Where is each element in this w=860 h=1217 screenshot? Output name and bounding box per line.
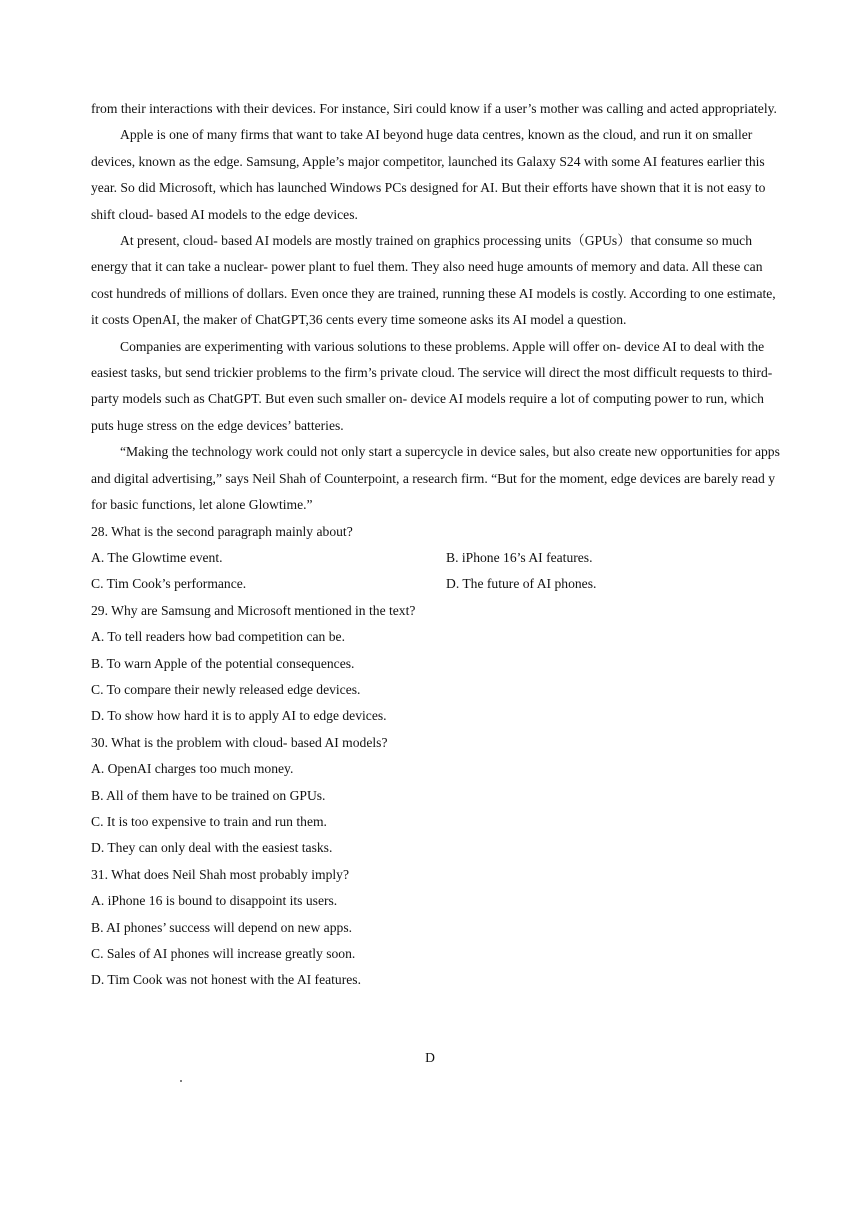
question-28 (91, 519, 785, 598)
option-c: C. It is too expensive to train and run them. (91, 813, 327, 829)
option-c: C. To compare their newly released edge devices. (91, 681, 361, 697)
option-b: B. To warn Apple of the potential consequences. (91, 655, 355, 671)
passage-paragraph: Companies are experimenting with various solutions to these problems. Apple will offer on- device AI to deal with the easiest tasks, but send trickier problems to the firm’s private cloud. The service will direct the most difficult requests to third- party models such as ChatGPT. But even such smaller on- device AI models require a lot of computing power to run, which puts huge stress on the edge devices’ batteries. (91, 338, 773, 433)
option-c: C. Tim Cook’s performance. (91, 576, 247, 592)
reading-passage (91, 96, 785, 994)
option-d: D. Tim Cook was not honest with the AI features. (91, 972, 361, 988)
passage-paragraph: Apple is one of many firms that want to take AI beyond huge data centres, known as the cloud, and run it on smaller devices, known as the edge. Samsung, Apple’s major competitor, launched its Galaxy S24 with some AI features earlier this year. So did Microsoft, which has launched Windows PCs designed for AI. But their efforts have shown that it is not easy to shift cloud- based AI models to the edge devices. (91, 127, 766, 222)
option-a: A. iPhone 16 is bound to disappoint its users. (91, 893, 338, 909)
question-29 (91, 598, 785, 730)
passage-paragraph: At present, cloud- based AI models are mostly trained on graphics processing units（GPUs）that consume so much energy that it can take a nuclear- power plant to fuel them. They also need huge amounts of memory and data. All these can cost hundreds of millions of dollars. Even once they are trained, running these AI models is costly. According to one estimate, it costs OpenAI, the maker of ChatGPT,36 cents every time someone asks its AI model a question. (91, 233, 776, 328)
question-stem: 28. What is the second paragraph mainly about? (91, 523, 353, 539)
option-a: A. The Glowtime event. (91, 549, 223, 565)
question-31 (91, 862, 785, 994)
option-b: B. AI phones’ success will depend on new apps. (91, 919, 353, 935)
question-stem: 29. Why are Samsung and Microsoft mentioned in the text? (91, 602, 416, 618)
option-a: A. OpenAI charges too much money. (91, 761, 294, 777)
option-b: B. iPhone 16’s AI features. (446, 549, 593, 565)
question-30 (91, 730, 785, 862)
question-stem: 31. What does Neil Shah most probably imply? (91, 866, 349, 882)
option-a: A. To tell readers how bad competition can be. (91, 629, 345, 645)
option-d: D. The future of AI phones. (446, 576, 597, 592)
passage-paragraph: “Making the technology work could not only start a supercycle in device sales, but also create new opportunities for apps and digital advertising,” says Neil Shah of Counterpoint, a research firm. “But for the moment, edge devices are barely read y for basic functions, let alone Glowtime.” (91, 444, 780, 513)
option-row (91, 571, 785, 597)
option-row (91, 545, 785, 571)
option-b: B. All of them have to be trained on GPUs. (91, 787, 326, 803)
option-c: C. Sales of AI phones will increase greatly soon. (91, 946, 356, 961)
section-heading: D (425, 1050, 435, 1065)
passage-paragraph-continued: from their interactions with their devices. For instance, Siri could know if a user’s mother was calling and acted appropriately. (91, 101, 777, 116)
stray-dot-mark (180, 1080, 182, 1082)
option-d: D. To show how hard it is to apply AI to edge devices. (91, 708, 387, 724)
option-d: D. They can only deal with the easiest tasks. (91, 840, 333, 856)
question-stem: 30. What is the problem with cloud- based AI models? (91, 734, 388, 750)
